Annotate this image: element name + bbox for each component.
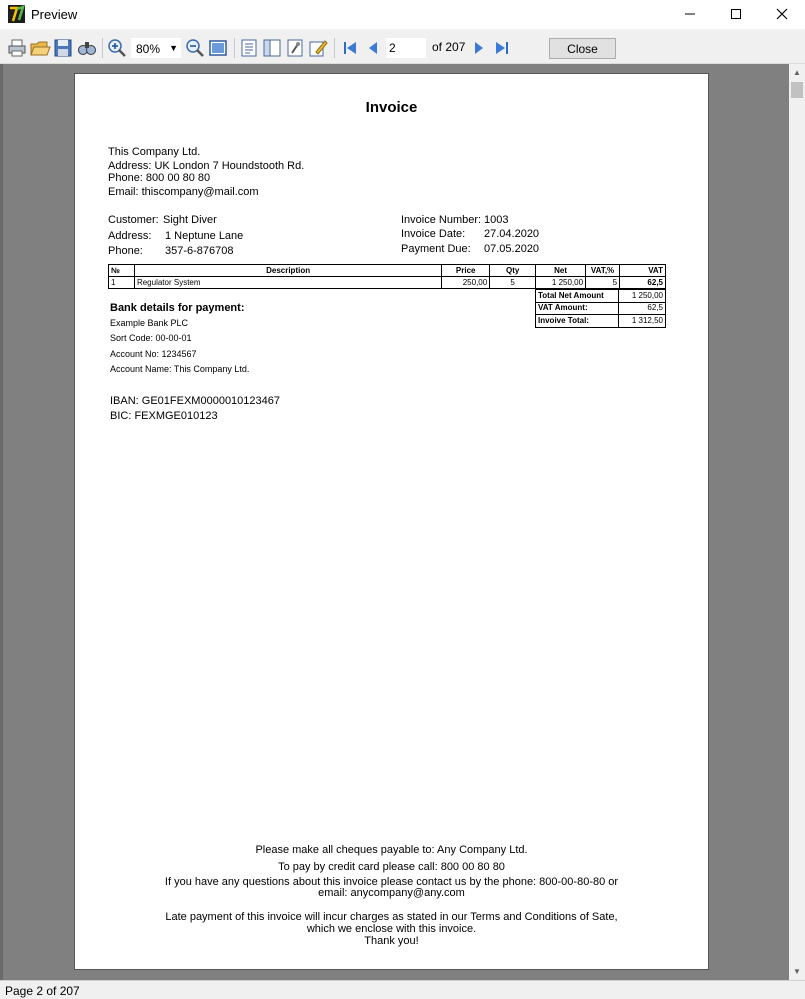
payment-due-label: Payment Due:: [401, 243, 471, 255]
maximize-button[interactable]: [713, 0, 759, 29]
zoom-out-button[interactable]: [184, 37, 206, 59]
cell-net: 1 250,00: [536, 277, 586, 289]
scroll-down-icon[interactable]: ▼: [793, 967, 801, 976]
invoice-date-label: Invoice Date:: [401, 228, 466, 240]
invoice-total-label: Invoive Total:: [536, 315, 619, 328]
cell-vat-percent: 5: [586, 277, 620, 289]
app-logo-icon: [8, 4, 26, 24]
page-settings-button[interactable]: [284, 37, 306, 59]
col-header-price: Price: [442, 265, 490, 277]
preview-viewport[interactable]: [0, 64, 789, 980]
iban: IBAN: GE01FEXM0000010123467: [110, 395, 281, 407]
invoice-date: 27.04.2020: [484, 228, 540, 240]
zoom-value: 80%: [136, 42, 161, 56]
print-icon: [6, 37, 28, 59]
thumbnails-button[interactable]: [261, 37, 283, 59]
footer-cheques: Please make all cheques payable to: Any Company Ltd.: [255, 844, 528, 856]
close-icon: [776, 8, 788, 20]
edit-icon: [307, 37, 329, 59]
find-button[interactable]: [76, 37, 98, 59]
open-folder-icon: [29, 37, 51, 59]
bank-details-heading: Bank details for payment:: [110, 302, 245, 314]
bank-name: Example Bank PLC: [110, 318, 189, 328]
footer-questions: If you have any questions about this invoice please contact us by the phone: 800-00-80-80 or: [164, 876, 619, 888]
cell-price: 250,00: [442, 277, 490, 289]
company-phone: Phone: 800 00 80 80: [108, 172, 211, 184]
bic: BIC: FEXMGE010123: [110, 410, 218, 422]
toolbar-separator: [102, 38, 103, 58]
footer-thank-you: Thank you!: [364, 935, 419, 947]
company-address: Address: UK London 7 Houndstooth Rd.: [108, 160, 305, 172]
print-button[interactable]: [6, 37, 28, 59]
footer-late-payment: Late payment of this invoice will incur charges as stated in our Terms and Conditions of Sate,: [165, 911, 618, 923]
vertical-scrollbar[interactable]: [789, 64, 805, 980]
save-button[interactable]: [52, 37, 74, 59]
company-email: Email: thiscompany@mail.com: [108, 186, 259, 198]
customer-phone: 357-6-876708: [165, 245, 234, 257]
totals-row: [536, 315, 666, 328]
scrollbar-thumb[interactable]: [791, 82, 803, 98]
viewport-edge: [0, 64, 3, 980]
last-page-icon: [491, 37, 513, 59]
footer-enclose: which we enclose with this invoice.: [306, 923, 477, 935]
items-table: [108, 264, 666, 289]
window-close-button[interactable]: [759, 0, 805, 29]
account-name: Account Name: This Company Ltd.: [110, 364, 250, 374]
footer-email: email: anycompany@any.com: [318, 887, 465, 899]
table-header-row: [109, 265, 666, 277]
full-screen-icon: [207, 37, 229, 59]
toolbar-separator: [234, 38, 235, 58]
close-button[interactable]: Close: [549, 38, 616, 59]
sort-code: Sort Code: 00-00-01: [110, 333, 192, 343]
vat-amount-label: VAT Amount:: [536, 302, 619, 315]
status-page-text: Page 2 of 207: [5, 984, 80, 998]
vat-amount-value: 62,5: [619, 302, 666, 315]
invoice-title: Invoice: [365, 99, 418, 116]
zoom-out-icon: [184, 37, 206, 59]
customer-label: Customer:: [108, 214, 159, 226]
total-net-label: Total Net Amount: [536, 290, 619, 303]
find-icon: [76, 37, 98, 59]
total-net-value: 1 250,00: [619, 290, 666, 303]
cell-qty: 5: [490, 277, 536, 289]
col-header-description: Description: [134, 265, 441, 277]
totals-table: [535, 289, 666, 328]
edit-page-button[interactable]: [307, 37, 329, 59]
next-page-icon: [468, 37, 490, 59]
customer-address: 1 Neptune Lane: [165, 230, 244, 242]
page-count-label: of 207: [432, 40, 466, 54]
title-bar: [0, 0, 805, 29]
outline-button[interactable]: [238, 37, 260, 59]
zoom-in-button[interactable]: [106, 37, 128, 59]
cell-description: Regulator System: [134, 277, 441, 289]
invoice-number-label: Invoice Number:: [401, 214, 482, 226]
minimize-icon: [684, 8, 696, 20]
first-page-icon: [339, 37, 361, 59]
scroll-up-icon[interactable]: ▲: [793, 68, 801, 77]
save-icon: [52, 37, 74, 59]
page-number-input[interactable]: [386, 38, 426, 58]
minimize-button[interactable]: [667, 0, 713, 29]
invoice-page: [74, 73, 709, 970]
col-header-net: Net: [536, 265, 586, 277]
open-button[interactable]: [29, 37, 51, 59]
company-name: This Company Ltd.: [108, 146, 201, 158]
table-row: [109, 277, 666, 289]
outline-icon: [238, 37, 260, 59]
prev-page-icon: [362, 37, 384, 59]
zoom-select[interactable]: [131, 38, 181, 58]
col-header-vat-percent: VAT,%: [586, 265, 620, 277]
cell-number: 1: [109, 277, 135, 289]
invoice-number: 1003: [484, 214, 509, 226]
first-page-button[interactable]: [339, 37, 361, 59]
invoice-total-value: 1 312,50: [619, 315, 666, 328]
thumbnails-icon: [261, 37, 283, 59]
totals-row: [536, 302, 666, 315]
window-title: Preview: [31, 7, 78, 22]
chevron-down-icon: ▼: [169, 43, 178, 53]
zoom-in-icon: [106, 37, 128, 59]
page-settings-icon: [284, 37, 306, 59]
next-page-button[interactable]: [468, 37, 490, 59]
customer-address-label: Address:: [108, 230, 152, 242]
toolbar-separator: [334, 38, 335, 58]
maximize-icon: [730, 8, 742, 20]
cell-vat: 62,5: [620, 277, 666, 289]
col-header-number: №: [109, 265, 135, 277]
status-bar: [0, 980, 805, 999]
last-page-button[interactable]: [491, 37, 513, 59]
prev-page-button[interactable]: [362, 37, 384, 59]
payment-due: 07.05.2020: [484, 243, 540, 255]
totals-row: [536, 290, 666, 303]
col-header-vat: VAT: [620, 265, 666, 277]
customer-phone-label: Phone:: [108, 245, 143, 257]
footer-credit-card: To pay by credit card please call: 800 00 80 80: [278, 861, 505, 873]
col-header-qty: Qty: [490, 265, 536, 277]
full-screen-button[interactable]: [207, 37, 229, 59]
account-number: Account No: 1234567: [110, 349, 197, 359]
toolbar: [0, 29, 805, 64]
customer-name: Sight Diver: [163, 214, 217, 226]
